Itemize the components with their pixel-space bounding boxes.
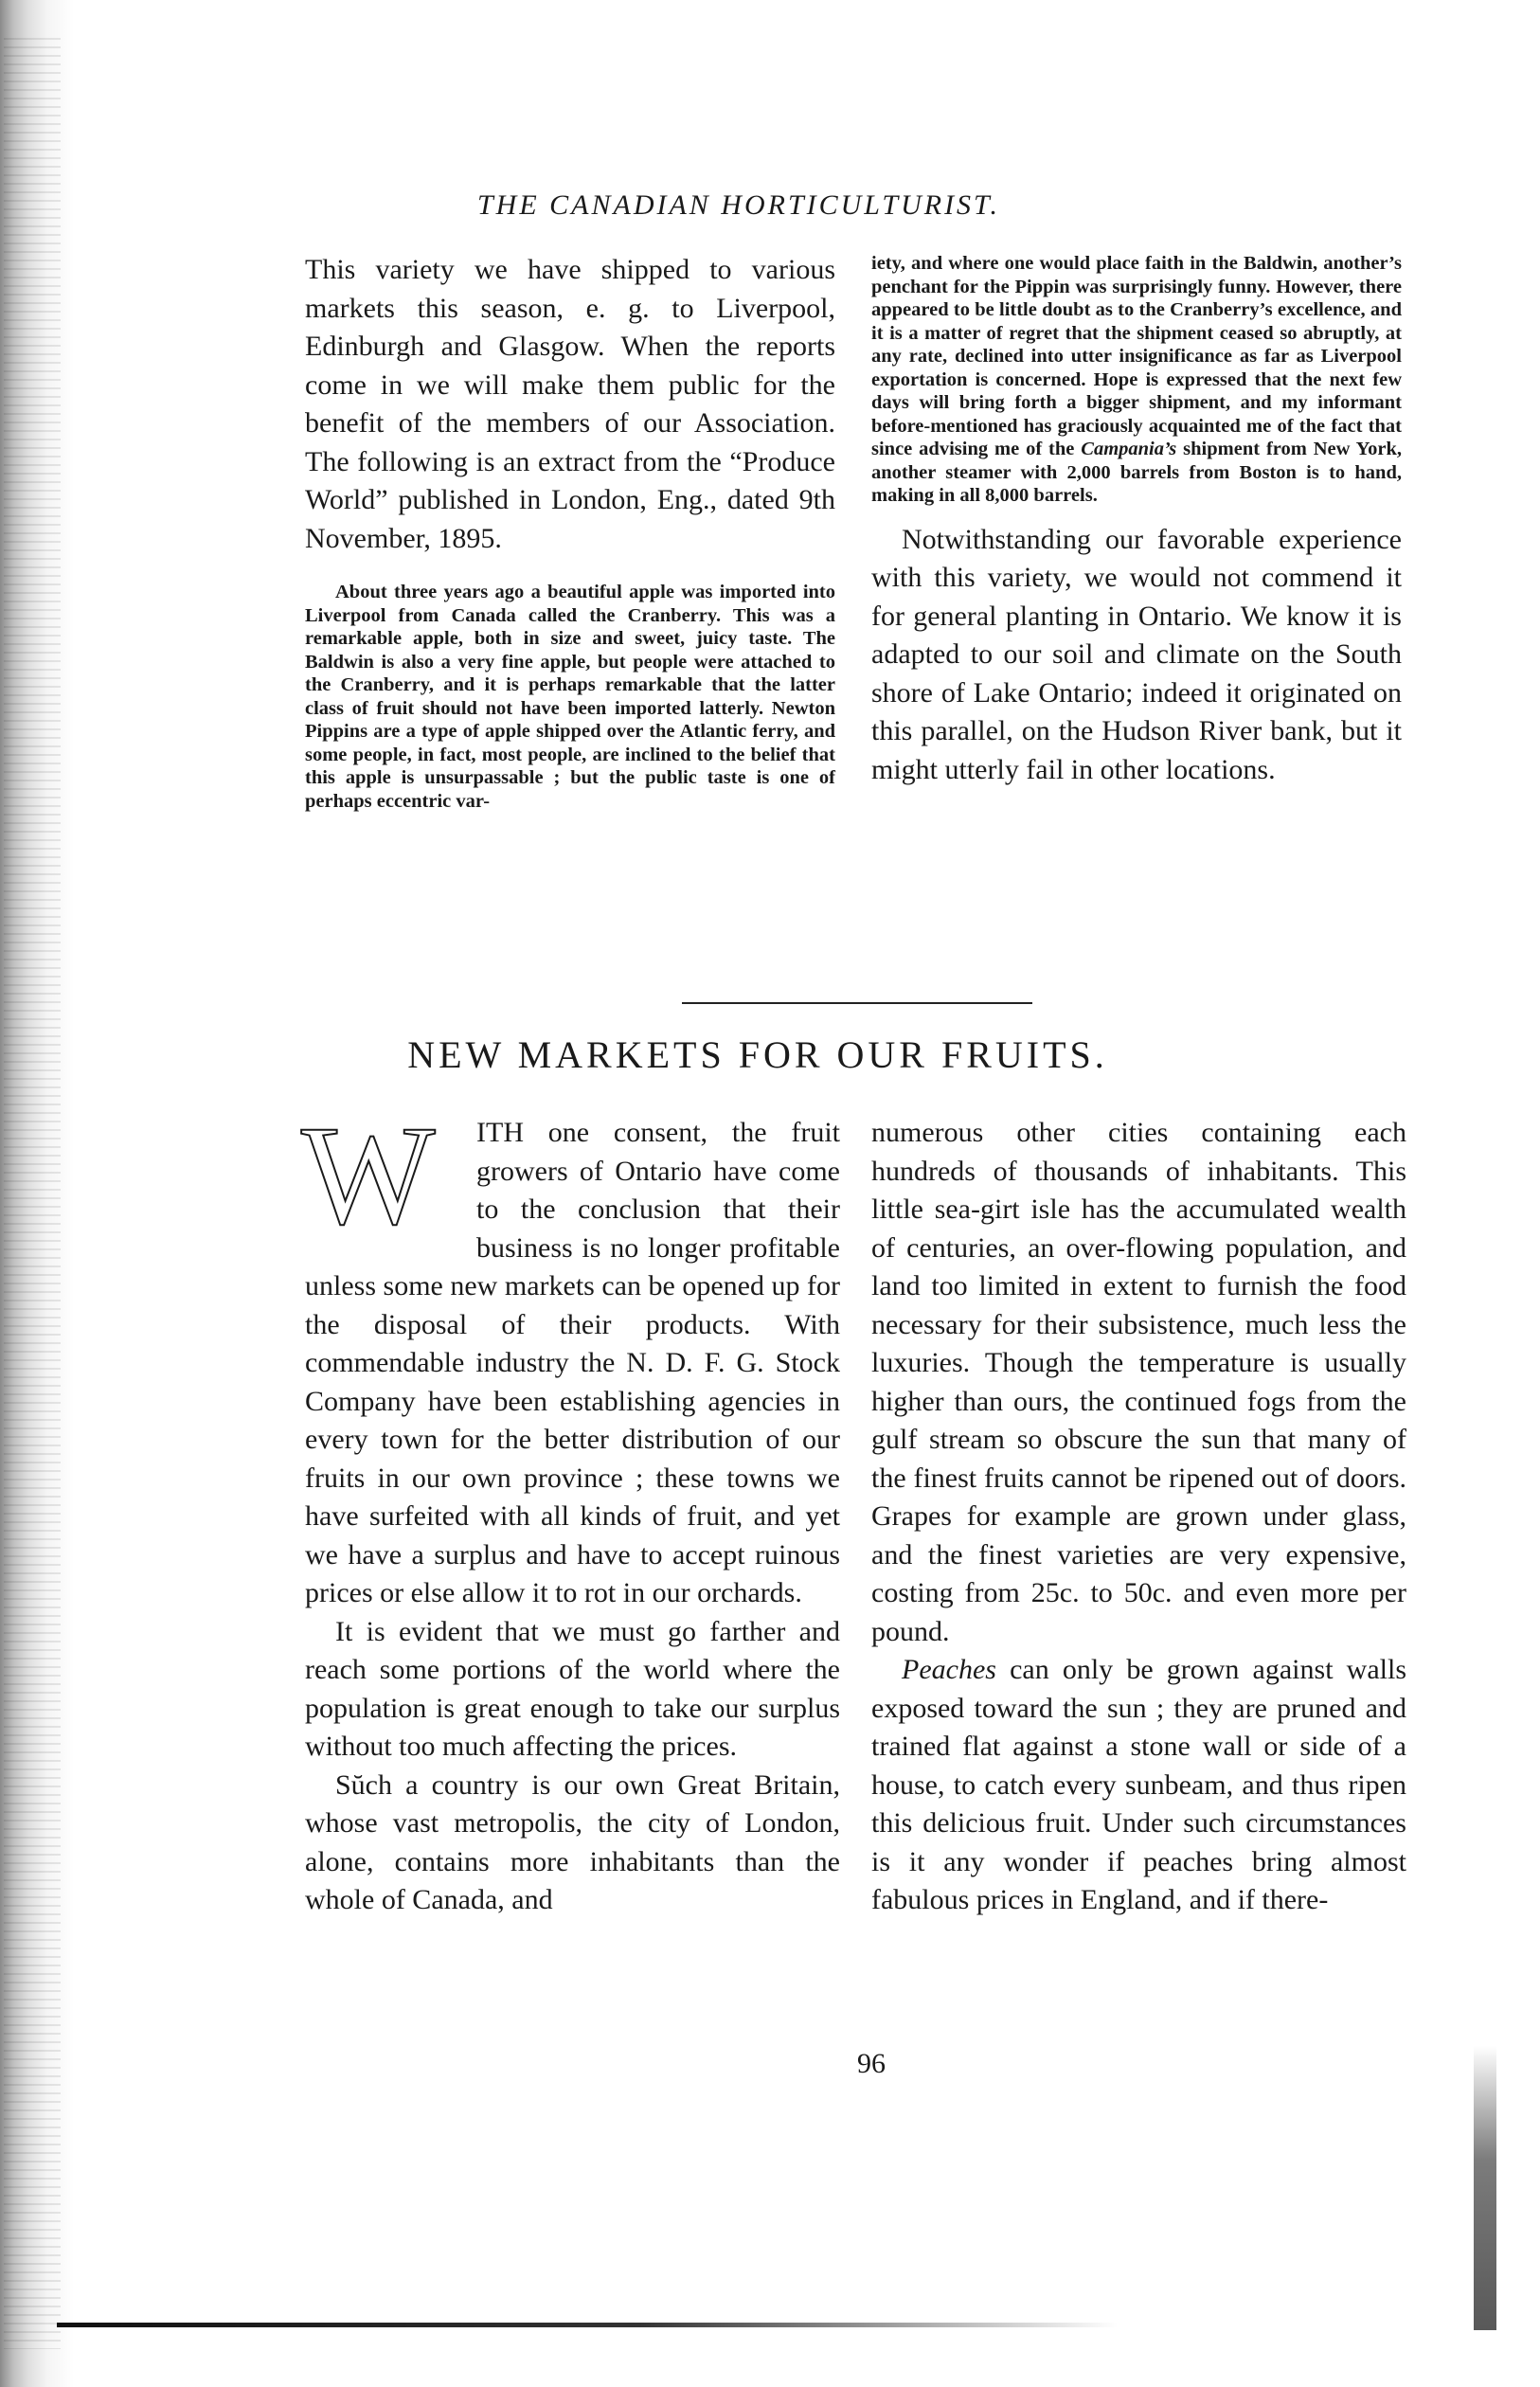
section-divider (682, 1002, 1032, 1004)
extract-text-a: iety, and where one would place faith in the Baldwin, another’s penchant for the Pippin was surprisingly funny. However, there appeared to be little doubt as to the Cranberry’s excellence, and it is a matter of regret that the shipment ceased so abruptly, at any rate, declined into utter insignificance as far as Liverpool exportation is concerned. Hope is expressed that the next few days will bring forth a bigger shipment, and my informant before-mentioned has graciously acquainted me of the fact that since advising me of the (871, 253, 1402, 459)
running-head: THE CANADIAN HORTICULTURIST. (476, 189, 1001, 221)
paragraph-farther: It is evident that we must go farther and reach some portions of the world where the population is great enough to take our surplus without too much affecting the prices. (305, 1615, 840, 1762)
extract-text-b: shipment from New York, another steamer with 2,000 barrels from Boston is to hand, making in all 8,000 barrels. (871, 439, 1402, 506)
peaches-text: can only be grown against walls exposed toward the sun ; they are pruned and trained flat against a stone wall or side of a house, to catch every sunbeam, and thus ripen this delicious fruit. Under such circumstances is it any wonder if peaches bring almost fabulous prices in England, and if there- (871, 1654, 1406, 1915)
intro-paragraph: This variety we have shipped to various markets this season, e. g. to Liverpool, Edinburgh and Glasgow. When the reports come in we will make them public for the benefit of the members of our Association. The following is an extract from the “Produce World” published in London, Eng., dated 9th November, 1895. (305, 254, 835, 554)
bottom-left-column (301, 1097, 840, 1920)
peaches-lead: Peaches (902, 1654, 996, 1685)
paragraph-great-britain: Sŭch a country is our own Great Britain, whose vast metropolis, the city of London, alone, contains more inhabitants than the whole of Canada, and (305, 1768, 840, 1915)
produce-world-extract-part2 (871, 252, 1402, 508)
opening-paragraph (301, 1097, 840, 1613)
drop-cap: W (301, 1097, 436, 1254)
binding-texture (4, 38, 61, 2349)
scan-right-smudge (1474, 2046, 1496, 2330)
top-left-column (305, 251, 835, 813)
top-right-column (871, 252, 1402, 789)
opening-text: ITH one consent, the fruit growers of Ontario have come to the conclusion that their business is no longer profitable unless some new markets can be opened up for the disposal of their products. With commendable industry the N. D. F. G. Stock Company have been establishing agencies in every town for the better distribution of our fruits in our own province ; these towns we have surfeited with all kinds of fruit, and yet we have a surplus and have to accept ruinous prices or else allow it to rot in our orchards. (305, 1117, 840, 1608)
scan-bottom-edge (57, 2323, 1118, 2327)
page-number: 96 (857, 2048, 886, 2079)
bottom-right-column (871, 1114, 1406, 1920)
produce-world-extract-part1: About three years ago a beautiful apple was imported into Liverpool from Canada called the Cranberry. This was a remarkable apple, both in size and sweet, juicy taste. The Baldwin is also a very fine apple, but people were attached to the Cranberry, and it is perhaps remarkable that the latter class of fruit should not have been imported latterly. Newton Pippins are a type of apple shipped over the Atlantic ferry, and some people, in fact, most people, are inclined to the belief that this apple is unsurpassable ; but the public taste is one of perhaps eccentric var- (305, 582, 835, 812)
paragraph-sea-girt-isle: numerous other cities containing each hundreds of thousands of inhabitants. This little sea-girt isle has the accumulated wealth of centuries, an over-flowing population, and land too limited in extent to furnish the food necessary for their subsistence, much less the luxuries. Though the temperature is usually higher than ours, the continued fogs from the gulf stream so obscure the sun that many of the finest fruits cannot be ripened out of doors. Grapes for example are grown under glass, and the finest varieties are very expensive, costing from 25c. to 50c. and even more per pound. (871, 1117, 1406, 1647)
section-title: NEW MARKETS FOR OUR FRUITS. (407, 1033, 1108, 1076)
closing-paragraph: Notwithstanding our favorable experience with this variety, we would not commend it for general planting in Ontario. We know it is adapted to our soil and climate on the South shore of Lake Ontario; indeed it originated on this parallel, on the Hudson River bank, but it might utterly fail in other locations. (871, 523, 1402, 785)
ship-name: Campania’s (1081, 439, 1177, 459)
paragraph-peaches (871, 1651, 1406, 1920)
